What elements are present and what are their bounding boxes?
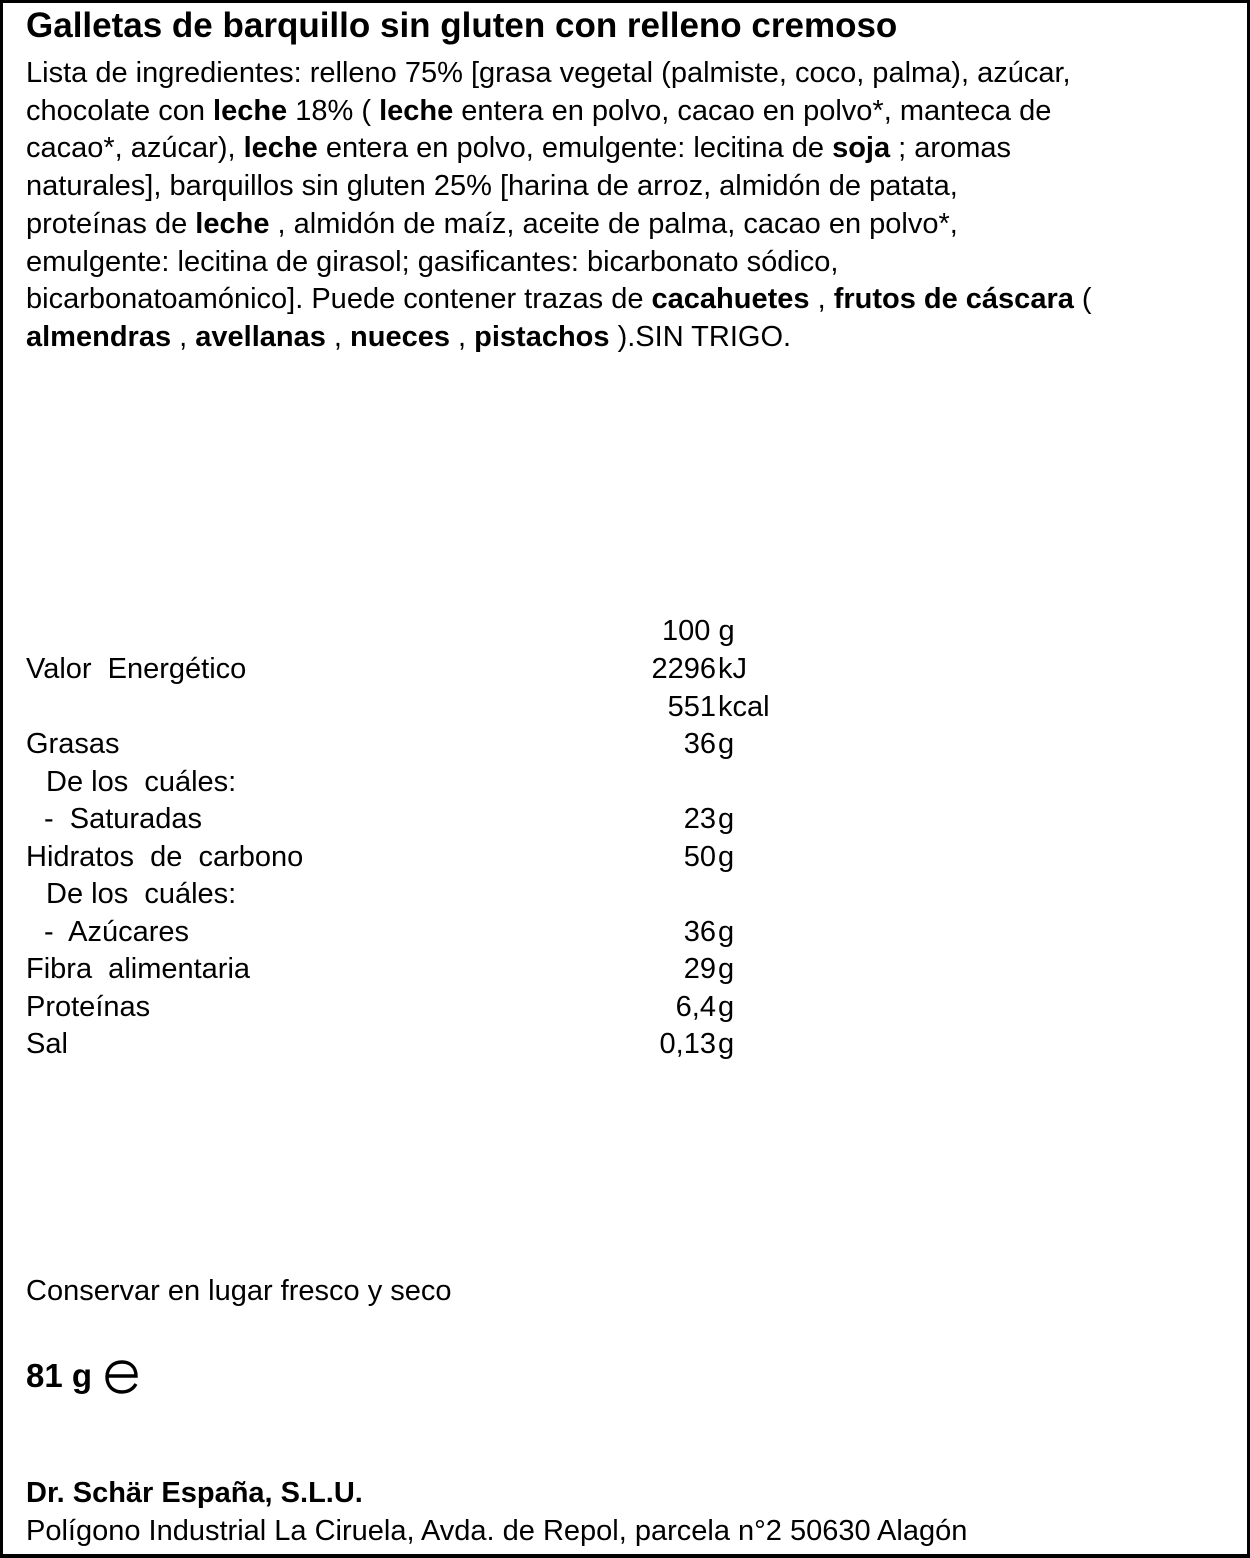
ingredient-text: 18% ( xyxy=(287,94,380,127)
nutrient-label: Grasas xyxy=(26,728,120,760)
nutrient-label: - Azúcares xyxy=(44,915,190,948)
nutrition-row xyxy=(0,726,1250,764)
nutrient-unit: g xyxy=(718,990,735,1023)
ingredient-text: Lista de ingredientes: relleno 75% [grasa vegetal (palmiste, coco, palma), azúcar, xyxy=(26,57,1071,89)
allergen-text: soja xyxy=(832,132,891,165)
ingredients-line xyxy=(26,168,1226,206)
ingredient-text: emulgente: lecitina de girasol; gasificantes: bicarbonato sódico, xyxy=(26,245,839,278)
allergen-text: nueces xyxy=(350,320,450,353)
nutrition-row xyxy=(0,801,1250,839)
nutrient-value: 29 xyxy=(683,953,716,985)
allergen-text: frutos de cáscara xyxy=(833,283,1074,316)
nutrient-unit: kcal xyxy=(718,690,770,723)
nutrient-label: - Saturadas xyxy=(44,803,202,835)
allergen-text: cacahuetes xyxy=(651,283,810,316)
nutrition-row xyxy=(0,989,1250,1027)
company-address: Polígono Industrial La Ciruela, Avda. de Repol, parcela n°2 50630 Alagón xyxy=(26,1515,968,1547)
nutrient-label: De los cuáles: xyxy=(46,878,237,910)
nutrient-unit: g xyxy=(718,953,735,985)
ingredient-text: proteínas de xyxy=(26,207,196,240)
nutrient-unit: kJ xyxy=(718,653,747,685)
ingredient-text: chocolate con xyxy=(26,94,214,127)
nutrient-value: 50 xyxy=(683,840,716,873)
nutrition-row xyxy=(0,764,1250,802)
nutrient-label: Valor Energético xyxy=(26,653,247,685)
ingredients-line xyxy=(26,319,1226,357)
allergen-text: leche xyxy=(379,94,454,127)
nutrition-row xyxy=(0,914,1250,952)
nutrient-label: Sal xyxy=(26,1028,68,1060)
ingredients-list xyxy=(26,55,1226,357)
storage-instructions: Conservar en lugar fresco y seco xyxy=(26,1275,452,1307)
ingredient-text: naturales], barquillos sin gluten 25% [harina de arroz, almidón de patata, xyxy=(26,170,958,203)
ingredient-text: bicarbonatoamónico]. Puede contener trazas de xyxy=(26,283,652,316)
nutrient-label: Proteínas xyxy=(26,990,151,1023)
nutrient-unit: g xyxy=(718,915,735,948)
nutrient-label: Hidratos de carbono xyxy=(26,840,304,873)
allergen-text: leche xyxy=(243,132,318,165)
ingredient-text: , almidón de maíz, aceite de palma, cacao en polvo*, xyxy=(269,207,958,240)
company-name: Dr. Schär España, S.L.U. xyxy=(26,1477,363,1509)
allergen-text: leche xyxy=(213,94,288,127)
nutrient-value: 36 xyxy=(683,915,716,948)
e-mark-icon xyxy=(103,1360,143,1394)
nutrition-row xyxy=(0,839,1250,877)
product-title: Galletas de barquillo sin gluten con relleno cremoso xyxy=(26,6,898,45)
allergen-text: avellanas xyxy=(195,320,326,353)
ingredient-text: , xyxy=(325,320,351,353)
ingredient-text: ; aromas xyxy=(890,132,1011,165)
ingredients-line xyxy=(26,55,1226,93)
nutrition-row xyxy=(0,876,1250,914)
nutrient-value: 36 xyxy=(683,728,716,760)
ingredients-line xyxy=(26,93,1226,131)
nutrient-unit: g xyxy=(718,728,735,760)
ingredients-line xyxy=(26,130,1226,168)
net-weight: 81 g xyxy=(26,1357,93,1394)
ingredients-line xyxy=(26,244,1226,282)
nutrition-row xyxy=(0,1026,1250,1064)
nutrition-row xyxy=(0,689,1250,727)
nutrient-label: De los cuáles: xyxy=(46,765,237,798)
allergen-text: pistachos xyxy=(474,320,610,353)
ingredient-text: entera en polvo, cacao en polvo*, manteca de xyxy=(453,94,1052,127)
allergen-text: leche xyxy=(195,207,270,240)
nutrient-value: 2296 xyxy=(651,653,716,685)
ingredient-text: entera en polvo, emulgente: lecitina de xyxy=(317,132,833,165)
ingredient-text: , xyxy=(449,320,475,353)
ingredient-text: ).SIN TRIGO. xyxy=(609,320,792,353)
nutrient-value: 551 xyxy=(667,690,716,723)
ingredients-line xyxy=(26,281,1226,319)
nutrient-unit: g xyxy=(718,803,735,835)
nutrient-label: Fibra alimentaria xyxy=(26,953,251,985)
ingredient-text: ( xyxy=(1073,283,1092,316)
nutrition-row xyxy=(0,951,1250,989)
nutrition-row xyxy=(0,651,1250,689)
ingredient-text: cacao*, azúcar), xyxy=(26,132,244,165)
nutrition-header: 100 g xyxy=(662,615,735,647)
nutrient-value: 6,4 xyxy=(675,990,716,1023)
nutrient-value: 0,13 xyxy=(659,1028,716,1060)
ingredients-line xyxy=(26,206,1226,244)
nutrient-value: 23 xyxy=(683,803,716,835)
nutrient-unit: g xyxy=(718,840,735,873)
allergen-text: almendras xyxy=(26,320,172,353)
ingredient-text: , xyxy=(171,320,196,353)
ingredient-text: , xyxy=(809,283,834,316)
nutrient-unit: g xyxy=(718,1028,735,1060)
